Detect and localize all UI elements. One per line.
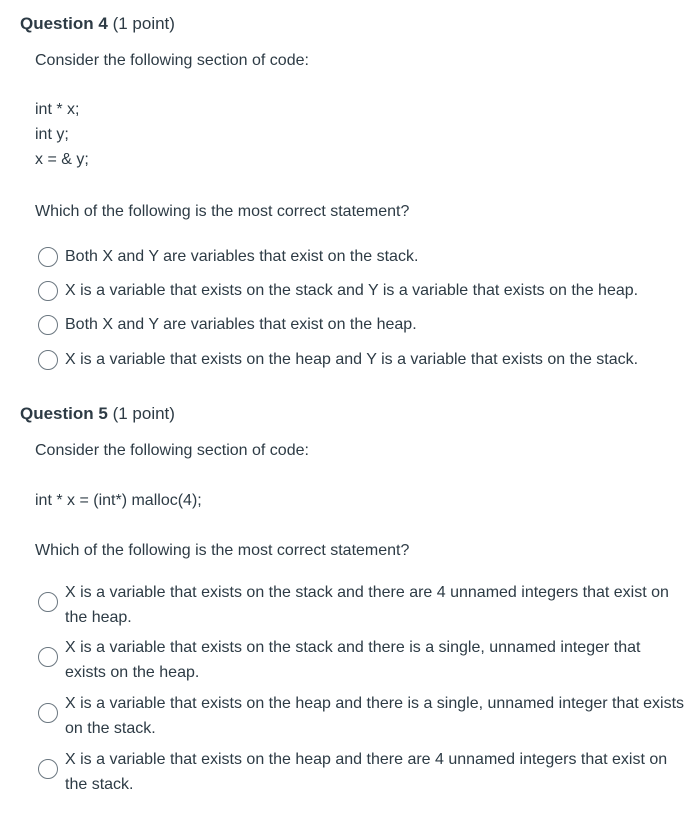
option-label[interactable]: X is a variable that exists on the stack and there is a single, unnamed integer that exists on the heap. (65, 639, 641, 681)
question-5-heading (20, 401, 175, 426)
question-5-option-2[interactable] (38, 635, 685, 685)
question-4-prompt: Consider the following section of code: (35, 52, 309, 69)
option-label[interactable]: X is a variable that exists on the heap and Y is a variable that exists on the stack. (65, 351, 639, 368)
question-4-code (35, 97, 89, 172)
radio-button[interactable] (38, 647, 58, 667)
option-label[interactable]: Both X and Y are variables that exist on the stack. (65, 248, 419, 265)
question-4-option-1[interactable] (38, 244, 418, 269)
option-label[interactable]: Both X and Y are variables that exist on the heap. (65, 316, 417, 333)
question-4-option-4[interactable] (38, 347, 638, 372)
question-5-prompt: Consider the following section of code: (35, 442, 309, 459)
radio-button[interactable] (38, 350, 58, 370)
option-label[interactable]: X is a variable that exists on the heap and there are 4 unnamed integers that exist on the stack. (65, 751, 668, 793)
option-label[interactable]: X is a variable that exists on the stack and Y is a variable that exists on the heap. (65, 282, 639, 299)
question-4-heading (20, 11, 175, 36)
option-label[interactable]: X is a variable that exists on the stack and there are 4 unnamed integers that exist on the heap. (65, 584, 669, 626)
option-label[interactable]: X is a variable that exists on the heap and there is a single, unnamed integer that exists on the stack. (65, 695, 685, 737)
question-4-option-2[interactable] (38, 278, 638, 303)
radio-button[interactable] (38, 592, 58, 612)
question-5-question: Which of the following is the most correct statement? (35, 542, 410, 559)
question-5-code (35, 488, 202, 513)
question-5-option-4[interactable] (38, 747, 685, 797)
radio-button[interactable] (38, 703, 58, 723)
question-5-option-1[interactable] (38, 580, 685, 630)
radio-button[interactable] (38, 281, 58, 301)
code-line: int * x = (int*) malloc(4); (35, 492, 202, 509)
question-5-title: Question 5 (20, 404, 108, 423)
question-4-question: Which of the following is the most correct statement? (35, 203, 410, 220)
radio-button[interactable] (38, 247, 58, 267)
question-4-points: (1 point) (107, 14, 175, 33)
question-4-title: Question 4 (20, 14, 108, 33)
radio-button[interactable] (38, 315, 58, 335)
question-5-option-3[interactable] (38, 691, 685, 741)
question-5-points: (1 point) (107, 404, 175, 423)
radio-button[interactable] (38, 759, 58, 779)
code-line: x = & y; (35, 151, 89, 168)
code-line: int y; (35, 126, 69, 143)
code-line: int * x; (35, 101, 80, 118)
question-4-option-3[interactable] (38, 312, 417, 337)
